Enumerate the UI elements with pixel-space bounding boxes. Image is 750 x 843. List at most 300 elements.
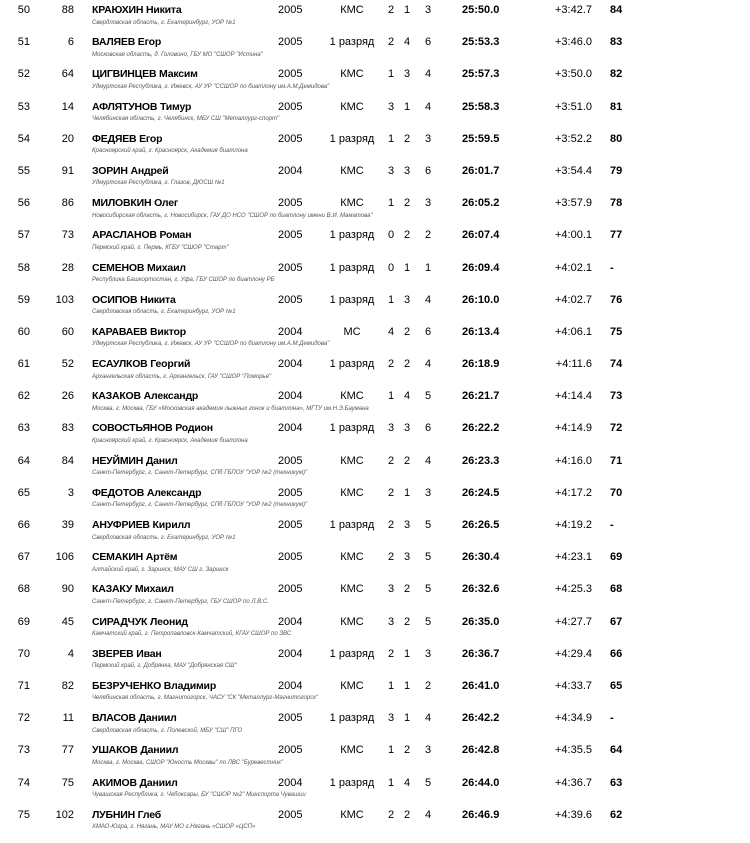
shooting-total: 3 [424, 744, 432, 757]
athlete-name: ФЕДОТОВ Александр [92, 486, 202, 499]
athlete-name: АРАСЛАНОВ Роман [92, 229, 192, 242]
shooting-total: 5 [424, 776, 432, 789]
birth-year: 2005 [278, 583, 303, 596]
birth-year: 2005 [278, 808, 303, 821]
shooting-total: 6 [424, 422, 432, 435]
finish-time: 26:35.0 [462, 615, 500, 628]
shooting-stage-2: 2 [403, 454, 411, 467]
shooting-stage-1: 1 [387, 776, 395, 789]
shooting-total: 4 [424, 100, 432, 113]
shooting-stage-1: 3 [387, 164, 395, 177]
shooting-stage-1: 1 [387, 293, 395, 306]
birth-year: 2005 [278, 197, 303, 210]
shooting-stage-2: 1 [403, 100, 411, 113]
athlete-region: Камчатский край, г. Петропавловск-Камчатский, КГАУ СШОР по ЗВС [92, 631, 292, 638]
sport-category: КМС [340, 808, 364, 821]
shooting-total: 4 [424, 293, 432, 306]
ranking-points: 68 [610, 583, 623, 596]
place-cell: 52 [17, 68, 30, 81]
shooting-total: 4 [424, 454, 432, 467]
shooting-stage-2: 3 [403, 551, 411, 564]
sport-category: КМС [340, 615, 364, 628]
shooting-stage-2: 2 [403, 583, 411, 596]
birth-year: 2005 [278, 486, 303, 499]
time-behind: +4:17.2 [554, 486, 592, 499]
shooting-total: 3 [424, 132, 432, 145]
shooting-stage-2: 2 [403, 229, 411, 242]
shooting-total: 4 [424, 358, 432, 371]
shooting-stage-1: 3 [387, 583, 395, 596]
place-cell: 50 [17, 4, 30, 16]
table-row [0, 515, 750, 547]
finish-time: 26:01.7 [462, 164, 500, 177]
birth-year: 2005 [278, 712, 303, 725]
shooting-stage-2: 2 [403, 132, 411, 145]
place-cell: 66 [17, 519, 30, 531]
table-row [0, 0, 750, 32]
sport-category: КМС [340, 454, 364, 467]
finish-time: 25:57.3 [462, 68, 500, 81]
bib-cell: 77 [61, 744, 74, 757]
table-row [0, 161, 750, 193]
table-row [0, 322, 750, 354]
time-behind: +4:02.7 [554, 293, 592, 306]
shooting-stage-1: 3 [387, 615, 395, 628]
shooting-stage-1: 1 [387, 68, 395, 81]
athlete-name: КАЗАКУ Михаил [92, 583, 174, 596]
shooting-total: 1 [424, 261, 432, 274]
sport-category: 1 разряд [329, 647, 375, 660]
shooting-total: 3 [424, 647, 432, 660]
place-cell: 69 [17, 615, 30, 628]
table-row [0, 258, 750, 290]
sport-category: КМС [340, 679, 364, 692]
shooting-stage-2: 2 [403, 808, 411, 821]
shooting-total: 3 [424, 197, 432, 210]
table-row [0, 97, 750, 129]
shooting-stage-2: 1 [403, 679, 411, 692]
sport-category: КМС [340, 551, 364, 564]
finish-time: 26:21.7 [462, 390, 500, 403]
athlete-region: Пермский край, г. Добрянка, МАУ "Добрянская СШ" [92, 663, 237, 670]
sport-category: 1 разряд [329, 776, 375, 789]
birth-year: 2005 [278, 519, 303, 531]
time-behind: +3:52.2 [554, 132, 592, 145]
ranking-points: - [610, 519, 614, 531]
athlete-name: ВЛАСОВ Даниил [92, 712, 177, 725]
finish-time: 26:41.0 [462, 679, 500, 692]
birth-year: 2005 [278, 293, 303, 306]
bib-cell: 64 [61, 68, 74, 81]
bib-cell: 91 [61, 164, 74, 177]
athlete-region: Республика Башкортостан, г. Уфа, ГБУ СШОР по биатлону РБ [92, 277, 275, 283]
shooting-total: 5 [424, 390, 432, 403]
athlete-name: ОСИПОВ Никита [92, 293, 176, 306]
place-cell: 67 [17, 551, 30, 564]
table-row [0, 193, 750, 225]
table-row [0, 451, 750, 483]
birth-year: 2004 [278, 422, 303, 435]
ranking-points: 78 [610, 197, 623, 210]
shooting-stage-2: 3 [403, 422, 411, 435]
place-cell: 75 [17, 808, 30, 821]
athlete-region: Чувашская Республика, г. Чебоксары, БУ "СШОР №2" Минспорта Чувашии [92, 792, 306, 798]
athlete-region: Алтайский край, г. Заринск, МАУ СШ г. Заринск [92, 566, 229, 573]
bib-cell: 90 [61, 583, 74, 596]
birth-year: 2005 [278, 100, 303, 113]
shooting-stage-1: 3 [387, 100, 395, 113]
table-row [0, 483, 750, 515]
bib-cell: 3 [67, 486, 74, 499]
sport-category: 1 разряд [329, 519, 375, 531]
finish-time: 26:26.5 [462, 519, 500, 531]
birth-year: 2005 [278, 551, 303, 564]
sport-category: КМС [340, 100, 364, 113]
sport-category: 1 разряд [329, 422, 375, 435]
ranking-points: 69 [610, 551, 623, 564]
athlete-name: КРАЮХИН Никита [92, 4, 182, 16]
athlete-region: Челябинская область, г. Челябинск, МБУ СШ "Металлург-спорт" [92, 116, 280, 123]
sport-category: КМС [340, 68, 364, 81]
bib-cell: 11 [62, 712, 74, 725]
athlete-name: КАЗАКОВ Александр [92, 390, 199, 403]
bib-cell: 88 [61, 4, 74, 16]
birth-year: 2004 [278, 679, 303, 692]
time-behind: +3:50.0 [554, 68, 592, 81]
shooting-total: 6 [424, 164, 432, 177]
shooting-stage-2: 1 [403, 712, 411, 725]
bib-cell: 39 [61, 519, 74, 531]
finish-time: 26:18.9 [462, 358, 500, 371]
finish-time: 26:13.4 [462, 325, 500, 338]
shooting-stage-1: 0 [387, 261, 395, 274]
birth-year: 2004 [278, 615, 303, 628]
athlete-region: Свердловская область, г. Екатеринбург, УОР №1 [92, 309, 236, 316]
shooting-stage-1: 2 [387, 647, 395, 660]
athlete-region: ХМАО-Югра, г. Нягань, МАУ МО г.Нягань «СШОР «ЦСП» [92, 824, 256, 831]
finish-time: 26:46.9 [462, 808, 500, 821]
ranking-points: 83 [610, 36, 623, 49]
athlete-name: СЕМАКИН Артём [92, 551, 178, 564]
ranking-points: 81 [610, 100, 623, 113]
bib-cell: 52 [61, 358, 74, 371]
sport-category: 1 разряд [329, 358, 375, 371]
athlete-name: ЗВЕРЕВ Иван [92, 647, 162, 660]
bib-cell: 6 [67, 36, 74, 49]
finish-time: 26:07.4 [462, 229, 500, 242]
athlete-region: Московская область, д. Головино, ГБУ МО "СШОР "Истина" [92, 51, 263, 58]
time-behind: +4:27.7 [554, 615, 592, 628]
athlete-name: СИРАДЧУК Леонид [92, 615, 188, 628]
bib-cell: 28 [61, 261, 74, 274]
athlete-name: МИЛОВКИН Олег [92, 197, 179, 210]
shooting-stage-1: 2 [387, 4, 395, 16]
sport-category: 1 разряд [329, 293, 375, 306]
shooting-total: 5 [424, 551, 432, 564]
table-row [0, 386, 750, 418]
table-row [0, 676, 750, 708]
athlete-name: ФЕДЯЕВ Егор [92, 132, 163, 145]
bib-cell: 86 [61, 197, 74, 210]
place-cell: 62 [17, 390, 30, 403]
table-row [0, 547, 750, 579]
athlete-name: СЕМЕНОВ Михаил [92, 261, 186, 274]
finish-time: 26:32.6 [462, 583, 500, 596]
shooting-stage-1: 2 [387, 454, 395, 467]
place-cell: 65 [17, 486, 30, 499]
shooting-stage-2: 1 [403, 486, 411, 499]
shooting-total: 3 [424, 4, 432, 16]
birth-year: 2005 [278, 229, 303, 242]
time-behind: +3:57.9 [554, 197, 592, 210]
athlete-region: Санкт-Петербург, г. Санкт-Петербург, ГБУ СШОР по Л.В.С. [92, 598, 269, 605]
table-row [0, 418, 750, 450]
shooting-total: 6 [424, 325, 432, 338]
sport-category: КМС [340, 390, 364, 403]
ranking-points: 75 [610, 325, 623, 338]
shooting-stage-1: 1 [387, 390, 395, 403]
shooting-total: 5 [424, 615, 432, 628]
time-behind: +4:23.1 [554, 551, 592, 564]
birth-year: 2005 [278, 261, 303, 274]
shooting-stage-1: 1 [387, 132, 395, 145]
finish-time: 26:23.3 [462, 454, 500, 467]
ranking-points: 63 [610, 776, 623, 789]
shooting-total: 4 [424, 68, 432, 81]
time-behind: +3:42.7 [554, 4, 592, 16]
athlete-region: Москва, г. Москва, СШОР "Юность Москвы" по ЛВС "Буревестник" [92, 759, 284, 766]
birth-year: 2005 [278, 744, 303, 757]
athlete-region: Красноярский край, г. Красноярск, Академия биатлона [92, 437, 248, 444]
bib-cell: 26 [61, 390, 74, 403]
shooting-total: 4 [424, 808, 432, 821]
place-cell: 70 [17, 647, 30, 660]
time-behind: +4:33.7 [554, 679, 592, 692]
place-cell: 56 [17, 197, 30, 210]
ranking-points: 71 [610, 454, 623, 467]
place-cell: 64 [17, 454, 30, 467]
birth-year: 2005 [278, 36, 303, 49]
birth-year: 2005 [278, 4, 303, 16]
ranking-points: 72 [610, 422, 623, 435]
birth-year: 2004 [278, 325, 303, 338]
time-behind: +4:00.1 [554, 229, 592, 242]
finish-time: 26:09.4 [462, 261, 500, 274]
ranking-points: 70 [610, 486, 623, 499]
place-cell: 74 [17, 776, 30, 789]
time-behind: +3:54.4 [554, 164, 592, 177]
shooting-stage-1: 2 [387, 808, 395, 821]
finish-time: 25:59.5 [462, 132, 500, 145]
table-row [0, 708, 750, 740]
table-row [0, 805, 750, 839]
shooting-total: 5 [424, 519, 432, 531]
ranking-points: 73 [610, 390, 623, 403]
table-row [0, 290, 750, 322]
birth-year: 2004 [278, 390, 303, 403]
sport-category: 1 разряд [329, 261, 375, 274]
table-row [0, 64, 750, 96]
finish-time: 26:42.8 [462, 744, 500, 757]
finish-time: 26:30.4 [462, 551, 500, 564]
table-row [0, 644, 750, 676]
time-behind: +4:36.7 [554, 776, 592, 789]
sport-category: КМС [340, 164, 364, 177]
ranking-points: 76 [610, 293, 623, 306]
athlete-region: Санкт-Петербург, г. Санкт-Петербург, СПб ГБПОУ "УОР №2 (техникум)" [92, 502, 308, 509]
table-row [0, 579, 750, 611]
athlete-region: Новосибирская область, г. Новосибирск, ГАУ ДО НСО "СШОР по биатлону имени В.И. Маматова" [92, 212, 373, 219]
sport-category: КМС [340, 744, 364, 757]
athlete-name: АКИМОВ Даниил [92, 776, 178, 789]
shooting-stage-2: 2 [403, 325, 411, 338]
bib-cell: 14 [61, 100, 74, 113]
shooting-total: 3 [424, 486, 432, 499]
shooting-stage-2: 3 [403, 293, 411, 306]
ranking-points: 67 [610, 615, 623, 628]
time-behind: +3:46.0 [554, 36, 592, 49]
finish-time: 26:42.2 [462, 712, 500, 725]
shooting-stage-2: 4 [403, 776, 411, 789]
athlete-name: ЕСАУЛКОВ Георгий [92, 358, 191, 371]
shooting-total: 6 [424, 36, 432, 49]
sport-category: 1 разряд [329, 712, 375, 725]
shooting-stage-1: 2 [387, 519, 395, 531]
sport-category: 1 разряд [329, 132, 375, 145]
place-cell: 73 [17, 744, 30, 757]
bib-cell: 83 [61, 422, 74, 435]
ranking-points: 79 [610, 164, 623, 177]
athlete-region: Удмуртская Республика, г. Ижевск, АУ УР "ССШОР по биатлону им.А.М.Демидова" [92, 341, 330, 348]
shooting-stage-1: 3 [387, 712, 395, 725]
bib-cell: 45 [61, 615, 74, 628]
bib-cell: 106 [55, 551, 74, 564]
shooting-stage-1: 1 [387, 679, 395, 692]
ranking-points: 66 [610, 647, 623, 660]
athlete-name: ЗОРИН Андрей [92, 164, 169, 177]
table-row [0, 129, 750, 161]
ranking-points: 62 [610, 808, 623, 821]
athlete-region: Челябинская область, г. Магнитогорск, ЧАСУ "СК "Металлург-Магнитогорск" [92, 695, 319, 702]
shooting-stage-2: 2 [403, 744, 411, 757]
finish-time: 25:50.0 [462, 4, 500, 16]
ranking-points: - [610, 261, 614, 274]
time-behind: +4:39.6 [554, 808, 592, 821]
table-row [0, 354, 750, 386]
bib-cell: 4 [67, 647, 74, 660]
place-cell: 71 [17, 679, 30, 692]
athlete-region: Красноярский край, г. Красноярск, Академия биатлона [92, 148, 248, 155]
sport-category: КМС [340, 583, 364, 596]
time-behind: +4:14.4 [554, 390, 592, 403]
shooting-stage-2: 3 [403, 519, 411, 531]
birth-year: 2005 [278, 454, 303, 467]
shooting-stage-1: 1 [387, 197, 395, 210]
athlete-name: СОВОСТЬЯНОВ Родион [92, 422, 213, 435]
athlete-region: Архангельская область, г. Архангельск, ГАУ "СШОР "Поморье" [92, 373, 272, 380]
shooting-stage-2: 2 [403, 615, 411, 628]
shooting-stage-2: 3 [403, 68, 411, 81]
bib-cell: 75 [61, 776, 74, 789]
athlete-region: Свердловская область, г. Полевской, МБУ "СШ" ПГО [92, 727, 243, 734]
shooting-stage-1: 2 [387, 486, 395, 499]
ranking-points: 84 [610, 4, 623, 16]
bib-cell: 84 [61, 454, 74, 467]
finish-time: 26:05.2 [462, 197, 500, 210]
finish-time: 26:24.5 [462, 486, 500, 499]
birth-year: 2004 [278, 358, 303, 371]
shooting-stage-2: 1 [403, 261, 411, 274]
time-behind: +4:29.4 [554, 647, 592, 660]
ranking-points: 64 [610, 744, 623, 757]
shooting-total: 4 [424, 712, 432, 725]
shooting-stage-1: 2 [387, 36, 395, 49]
table-row [0, 740, 750, 772]
ranking-points: 77 [610, 229, 623, 242]
bib-cell: 82 [61, 679, 74, 692]
athlete-name: ЦИГВИНЦЕВ Максим [92, 68, 198, 81]
time-behind: +4:06.1 [554, 325, 592, 338]
athlete-region: Удмуртская Республика, г. Глазов, ДЮСШ №1 [92, 180, 225, 187]
ranking-points: 74 [610, 358, 623, 371]
time-behind: +4:19.2 [554, 519, 592, 531]
time-behind: +4:02.1 [554, 261, 592, 274]
athlete-region: Пермский край, г. Пермь, КГБУ "СШОР "Старт" [92, 244, 229, 251]
athlete-region: Свердловская область, г. Екатеринбург, УОР №1 [92, 534, 236, 541]
sport-category: МС [343, 325, 361, 338]
table-row [0, 32, 750, 64]
place-cell: 63 [17, 422, 30, 435]
athlete-name: АФЛЯТУНОВ Тимур [92, 100, 192, 113]
birth-year: 2004 [278, 164, 303, 177]
time-behind: +4:16.0 [554, 454, 592, 467]
shooting-stage-1: 1 [387, 744, 395, 757]
bib-cell: 102 [55, 808, 74, 821]
athlete-name: ВАЛЯЕВ Егор [92, 36, 162, 49]
shooting-stage-2: 2 [403, 358, 411, 371]
place-cell: 60 [17, 325, 30, 338]
athlete-name: КАРАВАЕВ Виктор [92, 325, 186, 338]
athlete-region: Удмуртская Республика, г. Ижевск, АУ УР "ССШОР по биатлону им.А.М.Демидова" [92, 83, 330, 90]
shooting-stage-1: 3 [387, 422, 395, 435]
athlete-name: БЕЗРУЧЕНКО Владимир [92, 679, 217, 692]
birth-year: 2004 [278, 776, 303, 789]
birth-year: 2005 [278, 132, 303, 145]
bib-cell: 60 [61, 325, 74, 338]
place-cell: 53 [17, 100, 30, 113]
shooting-stage-2: 2 [403, 197, 411, 210]
ranking-points: 80 [610, 132, 623, 145]
bib-cell: 103 [55, 293, 74, 306]
time-behind: +4:14.9 [554, 422, 592, 435]
finish-time: 26:10.0 [462, 293, 500, 306]
birth-year: 2005 [278, 68, 303, 81]
athlete-region: Свердловская область, г. Екатеринбург, УОР №1 [92, 19, 236, 26]
sport-category: 1 разряд [329, 36, 375, 49]
shooting-total: 2 [424, 679, 432, 692]
table-row [0, 773, 750, 805]
sport-category: 1 разряд [329, 229, 375, 242]
table-row [0, 225, 750, 257]
shooting-stage-1: 2 [387, 551, 395, 564]
place-cell: 59 [17, 293, 30, 306]
athlete-name: УШАКОВ Даниил [92, 744, 179, 757]
shooting-stage-2: 1 [403, 647, 411, 660]
place-cell: 55 [17, 164, 30, 177]
birth-year: 2004 [278, 647, 303, 660]
place-cell: 68 [17, 583, 30, 596]
shooting-stage-2: 3 [403, 164, 411, 177]
